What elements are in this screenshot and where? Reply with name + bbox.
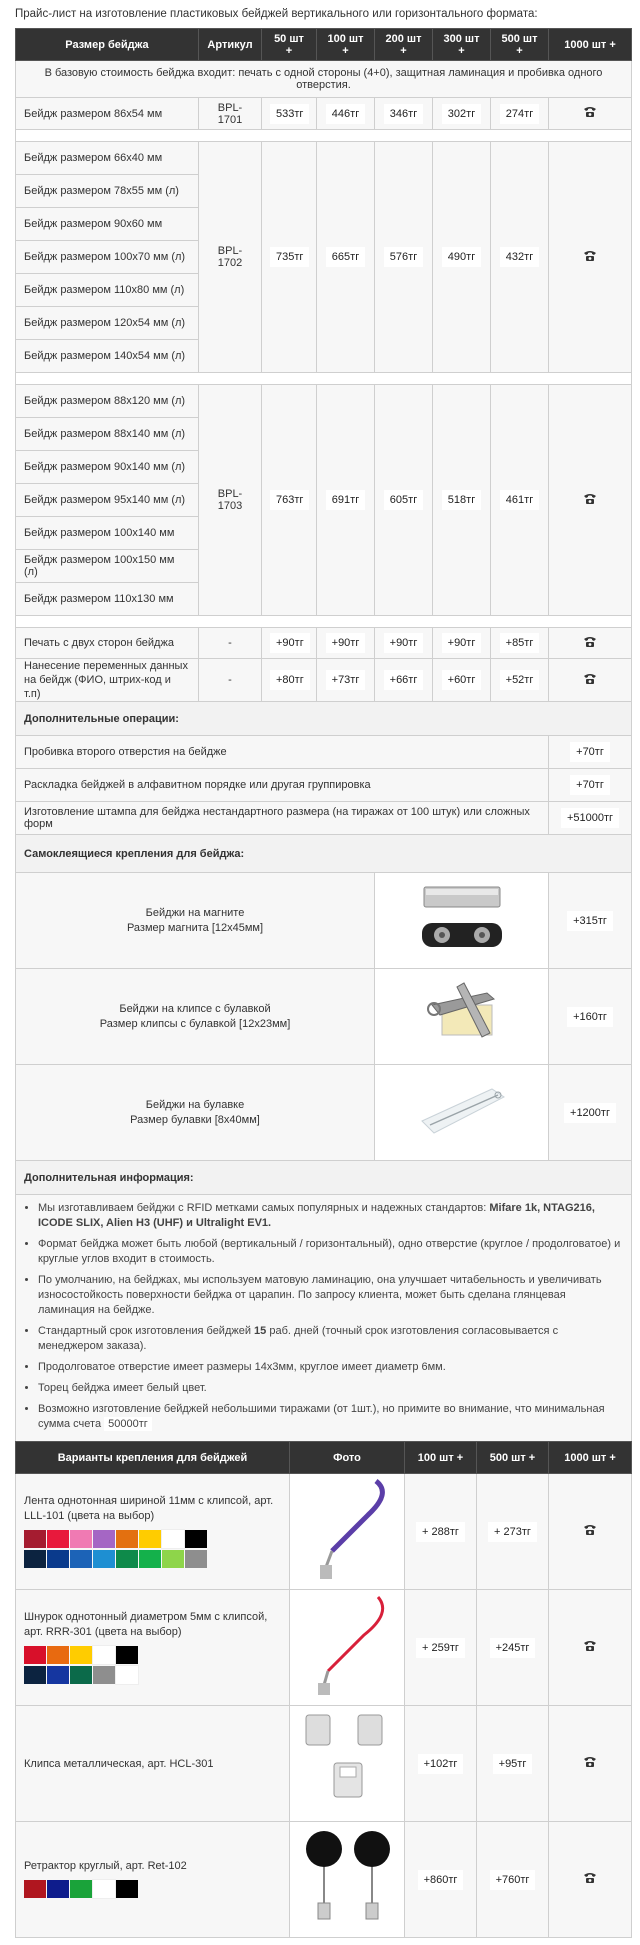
price-cell: 691тг (326, 490, 365, 510)
phone-icon[interactable] (583, 1756, 597, 1771)
color-swatch (162, 1550, 184, 1568)
price-cell: 576тг (384, 247, 423, 267)
color-swatch (93, 1666, 115, 1684)
phone-icon[interactable] (583, 493, 597, 508)
op-name: Пробивка второго отверстия на бейдже (16, 736, 549, 769)
color-swatch (70, 1646, 92, 1664)
color-swatch (47, 1880, 69, 1898)
op-name: Раскладка бейджей в алфавитном порядке или другая группировка (16, 769, 549, 802)
size-cell: Бейдж размером 78х55 мм (л) (16, 175, 199, 208)
size-cell: Бейдж размером 88х140 мм (л) (16, 418, 199, 451)
sku-cell: BPL-1701 (199, 98, 262, 130)
table-row (16, 769, 632, 802)
mount-name: Бейджи на клипсе с булавкой (119, 1002, 271, 1015)
badge-price-table (15, 28, 632, 1447)
color-swatch (116, 1666, 138, 1684)
price-cell: +90тг (442, 633, 482, 653)
price-cell: +90тг (270, 633, 310, 653)
table-row (16, 628, 632, 659)
col-500: 500 шт + (491, 29, 549, 61)
option-name: Шнурок однотонный диаметром 5мм с клипсой, арт. RRR-301 (цвета на выбор) (24, 1610, 268, 1638)
size-cell: Бейдж размером 86х54 мм (16, 98, 199, 130)
price-cell: 735тг (270, 247, 309, 267)
list-item: • Формат бейджа может быть любой (вертикальный / горизонтальный), одно отверстие (круглое / продолговатое) и круглые углов входит в стоимость. (38, 1237, 621, 1267)
price-cell: 346тг (384, 104, 423, 124)
color-swatch (93, 1550, 115, 1568)
price-cell: +66тг (384, 670, 424, 690)
col-option: Варианты крепления для бейджей (16, 1442, 290, 1474)
table-header-row (16, 1442, 632, 1474)
price-cell: 490тг (442, 247, 481, 267)
price-cell: +102тг (418, 1754, 464, 1774)
price-cell: +90тг (326, 633, 366, 653)
color-swatch (185, 1550, 207, 1568)
table-row (16, 1590, 632, 1706)
price-cell: 274тг (500, 104, 539, 124)
list-item: • По умолчанию, на бейджах, мы используем матовую ламинацию, она улучшает читабельность и увеличивать износостойкость поверхности бейджа от царапин. По запросу клиента, может быть сделана глянцевая ламинация на бейдже. (38, 1273, 621, 1318)
price-cell: +60тг (442, 670, 482, 690)
price-cell: +160тг (567, 1007, 613, 1027)
color-swatch (139, 1530, 161, 1548)
ops-title: Дополнительные операции: (16, 702, 632, 736)
mount-size: Размер магнита [12х45мм] (126, 921, 264, 934)
lanyard-image (290, 1474, 405, 1590)
base-note: В базовую стоимость бейджа входит: печать с одной стороны (4+0), защитная ламинация и пробивка одного отверстия. (16, 61, 632, 98)
col-1000: 1000 шт + (549, 1442, 632, 1474)
price-cell: +315тг (567, 911, 613, 931)
color-swatch (47, 1530, 69, 1548)
price-cell: 446тг (326, 104, 365, 124)
phone-icon[interactable] (583, 1872, 597, 1887)
price-cell: 518тг (442, 490, 481, 510)
size-cell: Бейдж размером 90х140 мм (л) (16, 451, 199, 484)
col-photo: Фото (290, 1442, 405, 1474)
phone-icon[interactable] (583, 673, 597, 688)
color-swatch (24, 1550, 46, 1568)
size-cell: Бейдж размером 140х54 мм (л) (16, 340, 199, 373)
size-cell: Бейдж размером 66х40 мм (16, 142, 199, 175)
color-swatch (47, 1646, 69, 1664)
mount-name: Бейджи на булавке (145, 1098, 245, 1111)
color-swatch (116, 1646, 138, 1664)
price-cell: 605тг (384, 490, 423, 510)
list-item: • Продолговатое отверстие имеет размеры 14х3мм, круглое имеет диаметр 6мм. (38, 1360, 621, 1375)
price-cell: +51000тг (561, 808, 619, 828)
size-cell: Бейдж размером 110х130 мм (16, 583, 199, 616)
cord-image (290, 1590, 405, 1706)
color-swatch (24, 1646, 46, 1664)
color-swatches (24, 1530, 281, 1570)
col-300: 300 шт + (433, 29, 491, 61)
price-cell: + 259тг (416, 1638, 465, 1658)
color-swatch (70, 1550, 92, 1568)
price-cell: +73тг (326, 670, 366, 690)
size-cell: Бейдж размером 95х140 мм (л) (16, 484, 199, 517)
price-cell: +80тг (270, 670, 310, 690)
color-swatches (24, 1880, 281, 1900)
table-row (16, 1822, 632, 1938)
list-item: • Мы изготавливаем бейджи с RFID метками самых популярных и надежных стандартов: Mifare 1k, NTAG216, ICODE SLIX, Alien H3 (UHF) и Ultralight EV1. (38, 1201, 621, 1231)
list-item: • Стандартный срок изготовления бейджей 15 раб. дней (точный срок изготовления согласовывается с менеджером заказа). (38, 1324, 621, 1354)
price-cell: +90тг (384, 633, 424, 653)
size-cell: Бейдж размером 120х54 мм (л) (16, 307, 199, 340)
size-cell: Бейдж размером 110х80 мм (л) (16, 274, 199, 307)
table-row (16, 142, 632, 175)
color-swatch (70, 1666, 92, 1684)
color-swatch (93, 1530, 115, 1548)
pin-image (375, 1065, 549, 1161)
color-swatch (139, 1550, 161, 1568)
metal-clip-image (290, 1706, 405, 1822)
table-row (16, 1706, 632, 1822)
mount-size: Размер клипсы с булавкой [12х23мм] (99, 1017, 291, 1030)
sku-cell: - (199, 628, 262, 659)
size-cell: Бейдж размером 88х120 мм (л) (16, 385, 199, 418)
col-1000: 1000 шт + (549, 29, 632, 61)
color-swatches (24, 1646, 281, 1686)
option-name: Клипса металлическая, арт. HCL-301 (16, 1706, 290, 1822)
table-row (16, 1474, 632, 1590)
col-500: 500 шт + (477, 1442, 549, 1474)
col-100: 100 шт + (405, 1442, 477, 1474)
price-cell: 302тг (442, 104, 481, 124)
color-swatch (70, 1880, 92, 1898)
price-cell: 461тг (500, 490, 539, 510)
price-cell: +85тг (500, 633, 540, 653)
phone-icon[interactable] (583, 106, 597, 121)
sku-cell: BPL-1702 (199, 142, 262, 373)
mount-name: Бейджи на магните (145, 906, 245, 919)
color-swatch (116, 1550, 138, 1568)
price-cell: 432тг (500, 247, 539, 267)
size-cell: Бейдж размером 90х60 мм (16, 208, 199, 241)
price-cell: +52тг (500, 670, 540, 690)
table-header-row (16, 29, 632, 61)
table-row (16, 969, 632, 1065)
price-cell: +245тг (490, 1638, 536, 1658)
price-cell: 533тг (270, 104, 309, 124)
col-50: 50 шт + (262, 29, 317, 61)
sku-cell: - (199, 659, 262, 702)
table-row (16, 802, 632, 835)
price-cell: + 288тг (416, 1522, 465, 1542)
extra-name: Нанесение переменных данных на бейдж (ФИО, штрих-код и т.п) (16, 659, 199, 702)
col-200: 200 шт + (375, 29, 433, 61)
color-swatch (93, 1646, 115, 1664)
retractor-image (290, 1822, 405, 1938)
color-swatch (116, 1530, 138, 1548)
price-cell: +860тг (418, 1870, 464, 1890)
mount-size: Размер булавки [8х40мм] (130, 1113, 260, 1126)
size-cell: Бейдж размером 100х150 мм (л) (16, 550, 199, 583)
phone-icon[interactable] (583, 250, 597, 265)
info-list (16, 1195, 631, 1446)
color-swatch (47, 1666, 69, 1684)
table-row (16, 659, 632, 702)
price-cell: 665тг (326, 247, 365, 267)
table-row (16, 1065, 632, 1161)
list-item: • Возможно изготовление бейджей небольшими тиражами (от 1шт.), но примите во внимание, что минимальная сумма счета 50000тг (38, 1402, 621, 1432)
color-swatch (70, 1530, 92, 1548)
price-cell: +70тг (570, 775, 610, 795)
col-100: 100 шт + (317, 29, 375, 61)
option-name: Лента однотонная шириной 11мм с клипсой, арт. LLL-101 (цвета на выбор) (24, 1494, 274, 1522)
option-name: Ретрактор круглый, арт. Ret-102 (24, 1860, 187, 1872)
op-name: Изготовление штампа для бейджа нестандартного размера (на тиражах от 100 штук) или сложных форм (16, 802, 549, 835)
color-swatch (185, 1530, 207, 1548)
mount-options-table (15, 1441, 632, 1938)
mount-title: Самоклеящиеся крепления для бейджа: (16, 835, 632, 873)
price-cell: +760тг (490, 1870, 536, 1890)
info-title: Дополнительная информация: (16, 1161, 632, 1195)
list-item: • Торец бейджа имеет белый цвет. (38, 1381, 621, 1396)
phone-icon[interactable] (583, 636, 597, 651)
clip-pin-image (375, 969, 549, 1065)
color-swatch (116, 1880, 138, 1898)
size-cell: Бейдж размером 100х70 мм (л) (16, 241, 199, 274)
price-cell: + 273тг (488, 1522, 537, 1542)
table-row (16, 98, 632, 130)
phone-icon[interactable] (583, 1524, 597, 1539)
col-size: Размер бейджа (16, 29, 199, 61)
price-cell: +1200тг (564, 1103, 616, 1123)
table-row (16, 385, 632, 418)
color-swatch (47, 1550, 69, 1568)
color-swatch (24, 1880, 46, 1898)
intro-text: Прайс-лист на изготовление пластиковых бейджей вертикального или горизонтального формата: (15, 8, 538, 20)
price-cell: +95тг (493, 1754, 533, 1774)
magnet-image (375, 873, 549, 969)
color-swatch (93, 1880, 115, 1898)
table-row (16, 873, 632, 969)
size-cell: Бейдж размером 100х140 мм (16, 517, 199, 550)
table-row (16, 736, 632, 769)
sku-cell: BPL-1703 (199, 385, 262, 616)
color-swatch (24, 1666, 46, 1684)
extra-name: Печать с двух сторон бейджа (16, 628, 199, 659)
color-swatch (24, 1530, 46, 1548)
price-cell: +70тг (570, 742, 610, 762)
color-swatch (162, 1530, 184, 1548)
col-sku: Артикул (199, 29, 262, 61)
phone-icon[interactable] (583, 1640, 597, 1655)
price-cell: 763тг (270, 490, 309, 510)
